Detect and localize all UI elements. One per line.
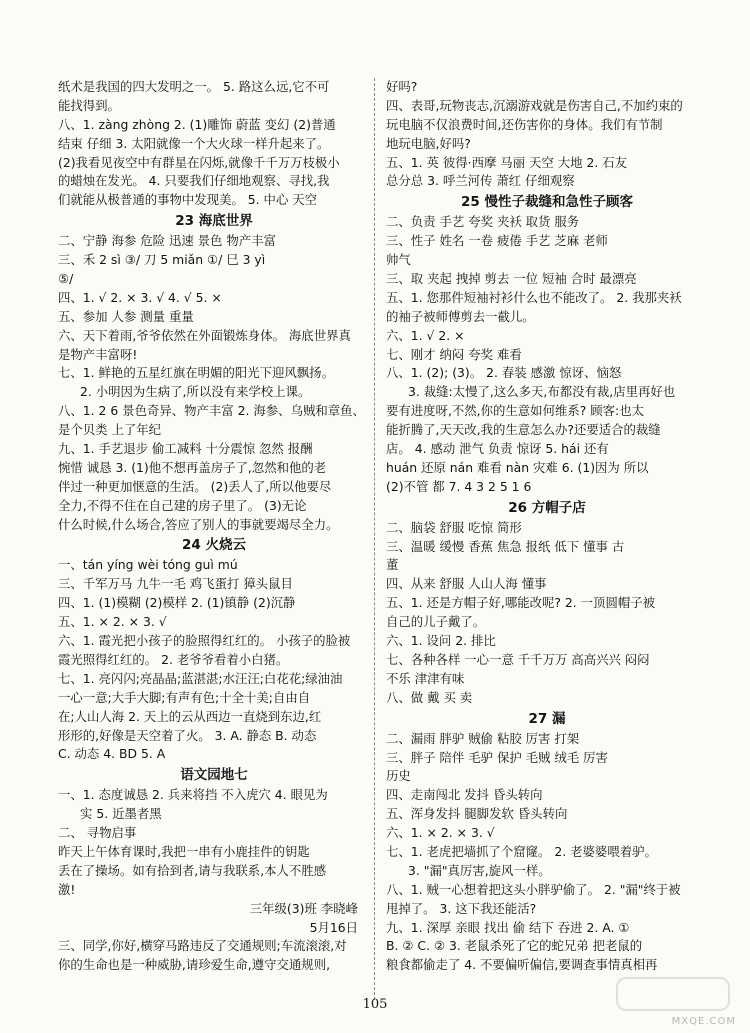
column-divider — [374, 78, 375, 1000]
answer-line: 能找得到。 — [58, 97, 120, 113]
answer-line: 二、宁静 海参 危险 迅速 景色 物产丰富 — [58, 233, 276, 249]
section-heading: 23 海底世界 — [175, 213, 253, 230]
answer-line: 实 5. 近墨者黑 — [80, 806, 162, 822]
answer-line: 好吗? — [386, 79, 418, 94]
answer-line: 5月16日 — [309, 919, 358, 935]
answer-line: 不乐 津津有味 — [386, 670, 465, 686]
answer-line: 九、1. 深厚 亲眼 找出 偷 结下 吞进 2. A. ① — [386, 919, 630, 935]
answer-line: 六、1. 设问 2. 排比 — [386, 633, 496, 649]
answer-line: 伴过一种更加惬意的生活。 (2)丢人了,所以他要尽 — [58, 478, 332, 494]
answer-line: 八、1. (2); (3)。 2. 春装 感激 惊讶、恼怒 — [386, 365, 622, 381]
answer-line: 地玩电脑,好吗? — [386, 135, 471, 151]
answer-line: 六、1. √ 2. × — [386, 327, 465, 343]
answer-line: 三、胖子 陪伴 毛驴 保护 毛贼 绒毛 厉害 — [386, 749, 608, 765]
answer-line: ⑤/ — [58, 271, 74, 287]
answer-line: 什么时候,什么场合,答应了别人的事就要竭尽全力。 — [58, 516, 339, 532]
answer-line: 的袖子被师傅剪去一截儿。 — [386, 308, 535, 324]
answer-line: 三、千军万马 九牛一毛 鸡飞蛋打 獐头鼠目 — [58, 576, 293, 592]
answer-line: 丢在了操场。如有拾到者,请与我联系,本人不胜感 — [58, 862, 327, 878]
answer-line: 三、禾 2 sì ③/ 刀 5 miǎn ①/ 巳 3 yì — [58, 252, 266, 268]
answer-line: 2. 小明因为生病了,所以没有来学校上课。 — [80, 384, 311, 400]
answer-line: 七、各种各样 一心一意 千千万万 高高兴兴 闷闷 — [386, 651, 650, 667]
page-number: 105 — [362, 997, 388, 1012]
answer-line: 三、同学,你好,横穿马路违反了交通规则;车流滚滚,对 — [58, 938, 347, 954]
section-heading: 26 方帽子店 — [508, 499, 586, 516]
answer-line: 五、参加 人参 测量 重量 — [58, 308, 194, 324]
answer-line: 霞光照得红红的。 2. 老爷爷看着小白猪。 — [58, 651, 289, 667]
answer-line: 能折腾了,天天改,我的生意怎么办?还要适合的裁缝 — [386, 422, 661, 438]
answer-line: 四、表哥,玩物丧志,沉溺游戏就是伤害自己,不加约束的 — [386, 97, 683, 113]
answer-line: 三、性子 姓名 一卷 疲倦 手艺 芝麻 老师 — [386, 233, 608, 249]
answer-line: 你的生命也是一种威胁,请珍爱生命,遵守交通规则, — [58, 957, 331, 973]
answer-line: 七、刚才 纳闷 夸奖 难看 — [386, 346, 522, 362]
answer-line: 八、1. 2 6 景色奇异、物产丰富 2. 海参、乌贼和章鱼、 — [58, 403, 365, 419]
answer-line: 一、tán yíng wèi tóng guì mú — [58, 557, 238, 573]
answer-line: 惋惜 诚恳 3. (1)他不想再盖房子了,忽然和他的老 — [58, 459, 327, 475]
section-heading: 25 慢性子裁缝和急性子顾客 — [461, 194, 633, 211]
left-column — [58, 78, 370, 975]
answer-line: 自己的儿子戴了。 — [386, 614, 486, 630]
answer-line: 甩掉了。 3. 这下我还能活? — [386, 900, 537, 916]
answer-line: 九、1. 手艺退步 偷工减料 十分震惊 忽然 报酬 — [58, 441, 313, 457]
answer-line: 二、漏雨 胖驴 贼偷 粘胶 厉害 打架 — [386, 730, 580, 746]
answer-line: 结束 仔细 3. 太阳就像一个大火球一样升起来了。 — [58, 135, 330, 151]
answer-line: C. 动态 4. BD 5. A — [58, 746, 166, 762]
answer-line: 二、脑袋 舒服 吃惊 简形 — [386, 519, 522, 535]
answer-line: 3. 裁缝:太慢了,这么多天,布都没有裁,店里再好也 — [408, 384, 676, 400]
answer-line: 三、取 夹起 拽掉 剪去 一位 短袖 合时 最漂亮 — [386, 271, 637, 287]
answer-line: 二、负责 手艺 夸奖 夹袄 取货 服务 — [386, 214, 580, 230]
answer-line: 总分总 3. 呼兰河传 萧红 仔细观察 — [386, 173, 575, 189]
answer-line: B. ② C. ② 3. 老鼠杀死了它的蛇兄弟 把老鼠的 — [386, 938, 643, 954]
answer-line: 三年级(3)班 李晓峰 — [249, 900, 358, 916]
answer-line: (2)不管 都 7. 4 3 2 5 1 6 — [386, 478, 532, 494]
answer-line: 的蜡烛在发光。 4. 只要我们仔细地观察、寻找,我 — [58, 173, 330, 189]
section-heading: 24 火烧云 — [182, 537, 246, 554]
answer-line: 们就能从极普通的事物中发现美。 5. 中心 天空 — [58, 192, 318, 208]
answer-line: 店。 4. 感动 泄气 负责 惊讶 5. hái 还有 — [386, 441, 609, 457]
answer-line: 昨天上午体育课时,我把一串有小鹿挂件的钥匙 — [58, 843, 310, 859]
answer-line: 玩电脑不仅浪费时间,还伤害你的身体。我们有节制 — [386, 116, 663, 132]
answer-line: 四、从来 舒服 人山人海 懂事 — [386, 576, 547, 592]
answer-line: 五、1. 您那件短袖衬衫什么也不能改了。 2. 我那夹袄 — [386, 289, 682, 305]
watermark-logo-icon — [616, 977, 730, 1011]
answer-line: 五、1. 英 彼得·西摩 马丽 天空 大地 2. 石友 — [386, 154, 628, 170]
answer-line: 形形的,好像是天空着了火。 3. A. 静态 B. 动态 — [58, 727, 317, 743]
answer-line: huán 还原 nán 难看 nàn 灾难 6. (1)因为 所以 — [386, 459, 649, 475]
answer-line: 七、1. 鲜艳的五星红旗在明媚的阳光下迎风飘扬。 — [58, 365, 334, 381]
answer-line: 七、1. 老虎把墙抓了个窟窿。 2. 老婆婆喂着驴。 — [386, 843, 657, 859]
answer-line: 纸术是我国的四大发明之一。 5. 路这么远,它不可 — [58, 79, 330, 94]
answer-line: 四、走南闯北 发抖 昏头转向 — [386, 787, 543, 803]
answer-line: 全力,不得不住在自己建的房子里了。 (3)无论 — [58, 497, 307, 513]
answer-line: 六、1. × 2. × 3. √ — [386, 825, 495, 841]
answer-line: 粮食都偷走了 4. 不要偏听偏信,要调查事情真相再 — [386, 957, 658, 973]
answer-line: 要有进度呀,不然,你的生意如何维系? 顾客:也太 — [386, 403, 644, 419]
answer-line: 八、做 戴 买 卖 — [386, 689, 473, 705]
answer-line: 三、温暖 缓慢 香蕉 焦急 报纸 低下 懂事 古 — [386, 538, 625, 554]
answer-line: 五、浑身发抖 腿脚发软 昏头转向 — [386, 806, 568, 822]
section-heading: 27 漏 — [528, 710, 566, 727]
answer-line: 是物产丰富呀! — [58, 346, 138, 362]
answer-line: 八、1. 贼一心想着把这头小胖驴偷了。 2. "漏"终于被 — [386, 881, 681, 897]
answer-line: (2)我看见夜空中有群星在闪烁,就像千千万万枝极小 — [58, 154, 340, 170]
section-heading: 语文园地七 — [180, 767, 248, 784]
answer-line: 七、1. 亮闪闪;亮晶晶;蓝湛湛;水汪汪;白花花;绿油油 — [58, 670, 343, 686]
answer-line: 帅气 — [386, 252, 411, 268]
answer-line: 在;人山人海 2. 天上的云从西边一直烧到东边,红 — [58, 708, 322, 724]
answer-line: 董 — [386, 557, 399, 573]
answer-line: 一心一意;大手大脚;有声有色;十全十美;自由自 — [58, 689, 311, 705]
answer-line: 四、1. (1)模糊 (2)模样 2. (1)镇静 (2)沉静 — [58, 595, 296, 611]
answer-line: 激! — [58, 881, 76, 897]
answer-line: 四、1. √ 2. × 3. √ 4. √ 5. × — [58, 289, 222, 305]
answer-line: 历史 — [386, 768, 411, 784]
answer-line: 六、1. 霞光把小孩子的脸照得红红的。 小孩子的脸被 — [58, 633, 351, 649]
watermark: MXQE.COM — [671, 1016, 736, 1027]
answer-line: 二、 寻物启事 — [58, 825, 137, 841]
answer-line: 一、1. 态度诚恳 2. 兵来将挡 不入虎穴 4. 眼见为 — [58, 787, 328, 803]
answer-line: 八、1. zàng zhòng 2. (1)雕饰 蔚蓝 变幻 (2)普通 — [58, 116, 336, 132]
right-column — [386, 78, 708, 975]
answer-line: 五、1. × 2. × 3. √ — [58, 614, 167, 630]
answer-line: 是个贝类 上了年纪 — [58, 422, 162, 438]
answer-line: 五、1. 还是方帽子好,哪能改呢? 2. 一顶圆帽子被 — [386, 595, 656, 611]
answer-line: 六、天下着雨,爷爷依然在外面锻炼身体。 海底世界真 — [58, 327, 351, 343]
answer-line: 3. "漏"真厉害,旋风一样。 — [408, 862, 551, 878]
